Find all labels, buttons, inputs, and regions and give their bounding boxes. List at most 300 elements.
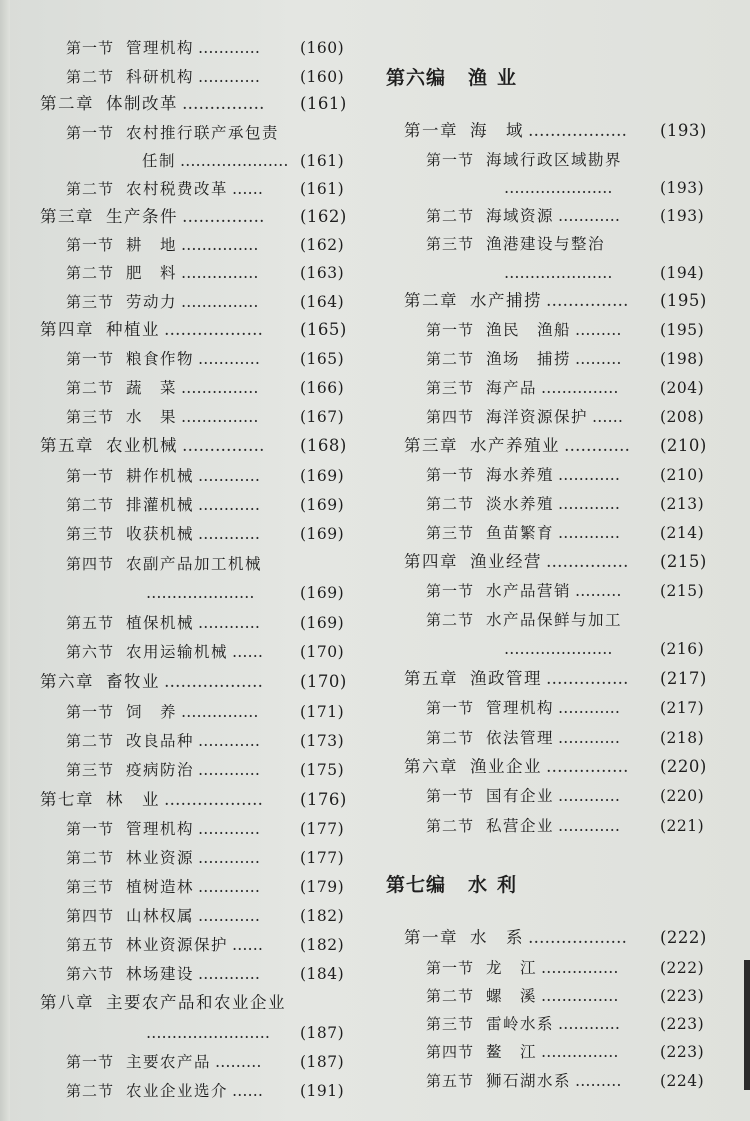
- chapter-label: 第六章: [404, 757, 458, 776]
- section-title: 林业资源保护: [126, 936, 229, 954]
- leader-dots: ………………: [164, 790, 263, 809]
- section-title: 海域资源: [486, 207, 555, 225]
- section-label: 第三节: [66, 293, 115, 311]
- chapter-title: 种植业: [106, 320, 160, 339]
- section-label: 第二节: [426, 207, 475, 225]
- section-label: 第五节: [426, 1072, 475, 1090]
- toc-section-row: [66, 348, 345, 370]
- leader-dots: ……………: [181, 379, 259, 397]
- toc-cont-row: [500, 638, 705, 660]
- leader-dots: ……………: [546, 552, 629, 571]
- chapter-title: 海 域: [470, 121, 524, 140]
- leader-dots: ………………: [528, 928, 627, 947]
- section-title: 淡水养殖: [486, 495, 555, 513]
- leader-dots: …………: [198, 68, 261, 86]
- section-label: 第三节: [66, 525, 115, 543]
- toc-section-row: [66, 178, 345, 200]
- chapter-label: 第一章: [404, 928, 458, 947]
- toc-section-row: [66, 963, 345, 985]
- leader-dots: ……………: [541, 379, 619, 397]
- section-label: 第一节: [66, 124, 115, 142]
- toc-section-row: [66, 66, 345, 88]
- toc-section-row: [66, 262, 345, 284]
- page-number: (195): [660, 291, 707, 310]
- page-number: (187): [300, 1024, 345, 1042]
- leader-dots: ……………: [181, 408, 259, 426]
- section-label: 第六节: [66, 643, 115, 661]
- page-number: (195): [660, 321, 705, 339]
- toc-section-row: [66, 1080, 345, 1102]
- toc-section-row: [426, 233, 605, 255]
- chapter-title: 渔业企业: [470, 757, 542, 776]
- leader-dots: ………………: [164, 672, 263, 691]
- toc-section-row: [66, 494, 345, 516]
- section-label: 第六节: [66, 965, 115, 983]
- section-label: 第一节: [66, 467, 115, 485]
- chapter-label: 第五章: [40, 436, 94, 455]
- page-number: (175): [300, 761, 345, 779]
- leader-dots: ……………: [181, 293, 259, 311]
- section-title: 雷岭水系: [486, 1015, 555, 1033]
- toc-section-row: [426, 348, 705, 370]
- chapter-title: 水产捕捞: [470, 291, 542, 310]
- section-label: 第二节: [66, 264, 115, 282]
- toc-section-row: [426, 205, 705, 227]
- section-label: 第二节: [426, 611, 475, 629]
- toc-section-row: [66, 406, 345, 428]
- toc-part-row: [386, 874, 526, 896]
- leader-dots: ……………: [182, 436, 265, 455]
- section-label: 第一节: [66, 350, 115, 368]
- chapter-title: 体制改革: [106, 94, 178, 113]
- section-title: 肥 料: [126, 264, 178, 282]
- toc-section-row: [66, 876, 345, 898]
- section-title: 龙 江: [486, 959, 538, 977]
- section-title: 耕作机械: [126, 467, 195, 485]
- leader-dots: …………: [198, 849, 261, 867]
- toc-section-row: [66, 612, 345, 634]
- leader-dots: ……………: [541, 959, 619, 977]
- section-label: 第一节: [66, 820, 115, 838]
- chapter-title: 水 系: [470, 928, 524, 947]
- leader-dots: ………: [575, 582, 622, 600]
- page-number: (204): [660, 379, 705, 397]
- leader-dots: …………………: [146, 584, 255, 602]
- section-title: 海产品: [486, 379, 538, 397]
- leader-dots: ……………: [546, 291, 629, 310]
- chapter-label: 第三章: [40, 207, 94, 226]
- toc-chapter-row: [404, 120, 707, 142]
- page-number: (187): [300, 1053, 345, 1071]
- chapter-title: 畜牧业: [106, 672, 160, 691]
- toc-section-row: [426, 1070, 705, 1092]
- leader-dots: ………: [575, 321, 622, 339]
- section-title: 植保机械: [126, 614, 195, 632]
- toc-section-row: [426, 406, 705, 428]
- chapter-label: 第八章: [40, 993, 94, 1012]
- section-label: 第二节: [426, 817, 475, 835]
- section-title: 农村税费改革: [126, 180, 229, 198]
- section-label: 第二节: [426, 495, 475, 513]
- toc-part-row: [386, 67, 526, 89]
- toc-section-row: [426, 377, 705, 399]
- page-number: (169): [300, 584, 345, 602]
- section-title: 收获机械: [126, 525, 195, 543]
- page-number: (215): [660, 582, 705, 600]
- page-number: (221): [660, 817, 705, 835]
- page-number: (223): [660, 1015, 705, 1033]
- toc-section-row: [66, 701, 345, 723]
- leader-dots: …………: [198, 467, 261, 485]
- toc-section-row: [426, 957, 705, 979]
- leader-dots: …………: [558, 817, 621, 835]
- chapter-title: 水产养殖业: [470, 436, 560, 455]
- chapter-title: 主要农产品和农业企业: [106, 993, 286, 1012]
- page-number: (167): [300, 408, 345, 426]
- toc-section-row: [426, 493, 705, 515]
- toc-chapter-row: [404, 290, 707, 312]
- toc-section-row: [66, 234, 345, 256]
- section-title: 鳌 江: [486, 1043, 538, 1061]
- page-number: (163): [300, 264, 345, 282]
- page-number: (218): [660, 729, 705, 747]
- page-number: (164): [300, 293, 345, 311]
- section-title: 螺 溪: [486, 987, 538, 1005]
- page-number: (166): [300, 379, 345, 397]
- section-label: 第一节: [426, 466, 475, 484]
- toc-section-row: [66, 905, 345, 927]
- toc-section-row: [66, 1051, 345, 1073]
- page-number: (191): [300, 1082, 345, 1100]
- page-number: (194): [660, 264, 705, 282]
- page-number: (224): [660, 1072, 705, 1090]
- page-number: (169): [300, 525, 345, 543]
- section-label: 第二节: [66, 732, 115, 750]
- section-title: 林场建设: [126, 965, 195, 983]
- toc-section-row: [426, 785, 705, 807]
- leader-dots: ……………: [182, 207, 265, 226]
- leader-dots: ……: [232, 643, 264, 661]
- section-label: 第一节: [66, 236, 115, 254]
- toc-section-row: [66, 641, 345, 663]
- section-title: 鱼苗繁育: [486, 524, 555, 542]
- section-title: 山林权属: [126, 907, 195, 925]
- leader-dots: …………: [198, 761, 261, 779]
- section-label: 第四节: [426, 408, 475, 426]
- toc-section-row: [66, 730, 345, 752]
- toc-section-row: [426, 985, 705, 1007]
- leader-dots: ……: [232, 180, 264, 198]
- page-number: (222): [660, 959, 705, 977]
- section-label: 第二节: [66, 68, 115, 86]
- toc-chapter-row: [40, 206, 347, 228]
- leader-dots: ………………: [164, 320, 263, 339]
- section-title: 依法管理: [486, 729, 555, 747]
- leader-dots: …………: [558, 699, 621, 717]
- toc-section-row: [66, 37, 345, 59]
- leader-dots: …………: [198, 732, 261, 750]
- chapter-label: 第二章: [404, 291, 458, 310]
- section-label: 第二节: [66, 496, 115, 514]
- part-title: 渔业: [468, 67, 527, 89]
- leader-dots: …………………: [180, 152, 289, 170]
- section-title: 海水养殖: [486, 466, 555, 484]
- leader-dots: ……………: [182, 94, 265, 113]
- section-label: 第一节: [426, 959, 475, 977]
- section-label: 第四节: [66, 907, 115, 925]
- leader-dots: …………: [198, 350, 261, 368]
- page-number: (161): [300, 152, 345, 170]
- toc-chapter-row: [40, 992, 286, 1014]
- section-title: 排灌机械: [126, 496, 195, 514]
- leader-dots: …………: [558, 787, 621, 805]
- section-title: 水产品营销: [486, 582, 572, 600]
- toc-chapter-row: [404, 435, 707, 457]
- leader-dots: ……………: [181, 703, 259, 721]
- page-number: (162): [300, 236, 345, 254]
- section-title: 农村推行联产承包责: [126, 124, 280, 142]
- section-title: 狮石湖水系: [486, 1072, 572, 1090]
- chapter-title: 林 业: [106, 790, 160, 809]
- toc-section-row: [426, 464, 705, 486]
- chapter-label: 第五章: [404, 669, 458, 688]
- leader-dots: …………: [198, 820, 261, 838]
- toc-chapter-row: [404, 551, 707, 573]
- section-label: 第二节: [66, 180, 115, 198]
- chapter-label: 第二章: [40, 94, 94, 113]
- section-label: 第三节: [66, 408, 115, 426]
- section-label: 第三节: [426, 1015, 475, 1033]
- toc-chapter-row: [40, 671, 347, 693]
- toc-section-row: [426, 609, 622, 631]
- leader-dots: …………: [198, 965, 261, 983]
- page-number: (217): [660, 669, 707, 688]
- toc-section-row: [66, 818, 345, 840]
- section-label: 第二节: [426, 729, 475, 747]
- leader-dots: …………: [198, 525, 261, 543]
- section-label: 第三节: [426, 379, 475, 397]
- section-label: 第一节: [426, 787, 475, 805]
- section-label: 第三节: [426, 524, 475, 542]
- leader-dots: …………: [198, 907, 261, 925]
- page-number: (162): [300, 207, 347, 226]
- section-label: 第一节: [66, 39, 115, 57]
- section-label: 第二节: [66, 849, 115, 867]
- page-number: (182): [300, 936, 345, 954]
- page-number: (198): [660, 350, 705, 368]
- page-number: (193): [660, 121, 707, 140]
- leader-dots: …………: [558, 524, 621, 542]
- page-number: (220): [660, 787, 705, 805]
- page-number: (161): [300, 180, 345, 198]
- section-title: 劳动力: [126, 293, 178, 311]
- leader-dots: …………: [558, 207, 621, 225]
- leader-dots: ……: [592, 408, 624, 426]
- leader-dots: …………: [558, 466, 621, 484]
- leader-dots: ………: [575, 350, 622, 368]
- part-label: 第六编: [386, 67, 447, 89]
- page-number: (161): [300, 94, 347, 113]
- page-number: (177): [300, 849, 345, 867]
- chapter-title: 生产条件: [106, 207, 178, 226]
- toc-section-row: [66, 291, 345, 313]
- section-label: 第三节: [66, 761, 115, 779]
- section-title: 国有企业: [486, 787, 555, 805]
- section-title: 管理机构: [126, 39, 195, 57]
- toc-section-row: [66, 465, 345, 487]
- toc-section-row: [426, 149, 622, 171]
- page-number: (170): [300, 672, 347, 691]
- section-title: 疫病防治: [126, 761, 195, 779]
- toc-cont-row: [500, 262, 705, 284]
- leader-dots: …………: [198, 614, 261, 632]
- section-title: 饲 养: [126, 703, 178, 721]
- page-number: (168): [300, 436, 347, 455]
- section-label: 第五节: [66, 614, 115, 632]
- leader-dots: ……: [232, 936, 264, 954]
- section-label: 第一节: [66, 1053, 115, 1071]
- section-label: 第二节: [426, 350, 475, 368]
- toc-cont-row: [142, 1022, 345, 1044]
- leader-dots: ……………: [181, 236, 259, 254]
- page-number: (160): [300, 39, 345, 57]
- page-number: (173): [300, 732, 345, 750]
- page-number: (215): [660, 552, 707, 571]
- section-title: 耕 地: [126, 236, 178, 254]
- toc-section-row: [66, 934, 345, 956]
- leader-dots: …………: [558, 1015, 621, 1033]
- leader-dots: ……………………: [146, 1024, 270, 1042]
- page-number: (177): [300, 820, 345, 838]
- toc-section-row: [426, 580, 705, 602]
- toc-cont-row: [500, 177, 705, 199]
- section-title: 改良品种: [126, 732, 195, 750]
- leader-dots: …………: [558, 729, 621, 747]
- section-label: 第四节: [426, 1043, 475, 1061]
- section-title: 海域行政区域勘界: [486, 151, 623, 169]
- section-label: 第三节: [426, 235, 475, 253]
- page-number: (160): [300, 68, 345, 86]
- leader-dots: ……………: [541, 987, 619, 1005]
- part-label: 第七编: [386, 874, 447, 896]
- leader-dots: …………………: [504, 264, 613, 282]
- toc-cont-row: [142, 150, 345, 172]
- page-number: (210): [660, 436, 707, 455]
- chapter-label: 第三章: [404, 436, 458, 455]
- toc-section-row: [426, 1013, 705, 1035]
- page-number: (220): [660, 757, 707, 776]
- page-number: (217): [660, 699, 705, 717]
- leader-dots: ………………: [528, 121, 627, 140]
- page-number: (193): [660, 207, 705, 225]
- page-number: (184): [300, 965, 345, 983]
- section-title: 私营企业: [486, 817, 555, 835]
- section-label: 第一节: [426, 151, 475, 169]
- page-number: (216): [660, 640, 705, 658]
- page-number: (223): [660, 1043, 705, 1061]
- toc-chapter-row: [404, 756, 707, 778]
- page-number: (179): [300, 878, 345, 896]
- leader-dots: …………: [198, 39, 261, 57]
- chapter-label: 第七章: [40, 790, 94, 809]
- section-label: 第一节: [426, 321, 475, 339]
- cont-title: 任制: [142, 152, 177, 170]
- leader-dots: …………: [198, 496, 261, 514]
- section-title: 林业资源: [126, 849, 195, 867]
- section-title: 海洋资源保护: [486, 408, 589, 426]
- toc-chapter-row: [40, 789, 347, 811]
- chapter-title: 渔业经营: [470, 552, 542, 571]
- toc-section-row: [426, 319, 705, 341]
- page-number: (176): [300, 790, 347, 809]
- section-title: 农用运输机械: [126, 643, 229, 661]
- leader-dots: …………………: [504, 179, 613, 197]
- section-title: 渔民 渔船: [486, 321, 572, 339]
- section-title: 水 果: [126, 408, 178, 426]
- section-label: 第二节: [66, 379, 115, 397]
- section-title: 水产品保鲜与加工: [486, 611, 623, 629]
- page-number: (193): [660, 179, 705, 197]
- leader-dots: ……………: [546, 669, 629, 688]
- page-edge-shadow: [0, 0, 10, 1121]
- leader-dots: …………: [564, 436, 630, 455]
- toc-section-row: [66, 523, 345, 545]
- toc-section-row: [66, 377, 345, 399]
- section-title: 农副产品加工机械: [126, 555, 263, 573]
- chapter-label: 第四章: [40, 320, 94, 339]
- section-title: 科研机构: [126, 68, 195, 86]
- leader-dots: …………………: [504, 640, 613, 658]
- page-number: (170): [300, 643, 345, 661]
- section-title: 农业企业选介: [126, 1082, 229, 1100]
- section-label: 第一节: [66, 703, 115, 721]
- toc-section-row: [426, 727, 705, 749]
- toc-section-row: [426, 1041, 705, 1063]
- toc-section-row: [426, 815, 705, 837]
- leader-dots: ……………: [541, 1043, 619, 1061]
- section-label: 第二节: [66, 1082, 115, 1100]
- page-number: (171): [300, 703, 345, 721]
- chapter-label: 第四章: [404, 552, 458, 571]
- leader-dots: ………: [215, 1053, 262, 1071]
- section-title: 管理机构: [126, 820, 195, 838]
- page-number: (182): [300, 907, 345, 925]
- toc-section-row: [426, 697, 705, 719]
- leader-dots: ……………: [181, 264, 259, 282]
- page-number: (213): [660, 495, 705, 513]
- section-title: 植树造林: [126, 878, 195, 896]
- toc-chapter-row: [40, 435, 347, 457]
- toc-section-row: [66, 759, 345, 781]
- toc-section-row: [66, 847, 345, 869]
- chapter-title: 渔政管理: [470, 669, 542, 688]
- page-number: (210): [660, 466, 705, 484]
- page-number: (169): [300, 614, 345, 632]
- section-label: 第二节: [426, 987, 475, 1005]
- section-label: 第一节: [426, 699, 475, 717]
- section-title: 蔬 菜: [126, 379, 178, 397]
- toc-section-row: [426, 522, 705, 544]
- section-title: 管理机构: [486, 699, 555, 717]
- toc-section-row: [66, 122, 279, 144]
- section-label: 第五节: [66, 936, 115, 954]
- part-title: 水利: [468, 874, 527, 896]
- leader-dots: ……: [232, 1082, 264, 1100]
- toc-chapter-row: [40, 93, 347, 115]
- section-title: 渔港建设与整治: [486, 235, 606, 253]
- section-label: 第四节: [66, 555, 115, 573]
- toc-chapter-row: [40, 319, 347, 341]
